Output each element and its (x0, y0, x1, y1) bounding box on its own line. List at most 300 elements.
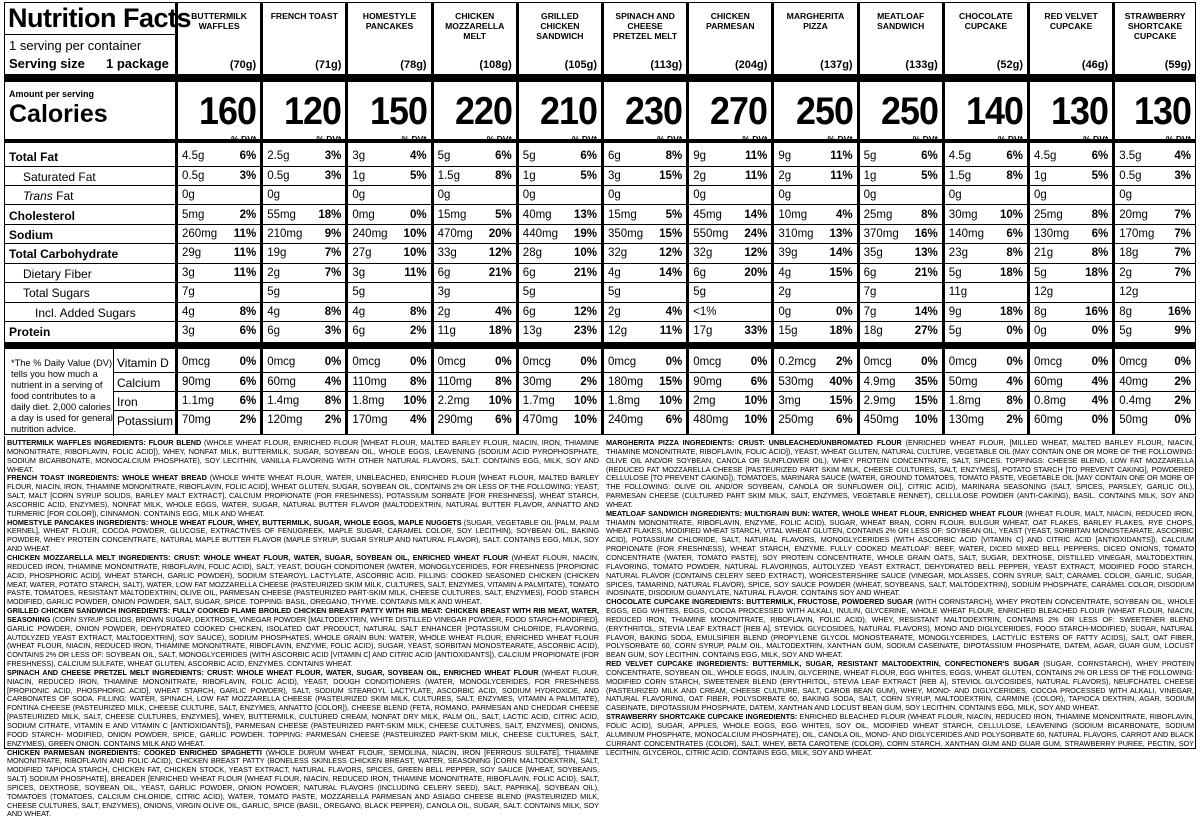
nutrient-dv: 15% (659, 228, 683, 240)
nutrient-amount: 1.1mg (182, 395, 214, 407)
rule-thick-serving (348, 74, 430, 82)
nutrient-amount: 6g (522, 267, 536, 279)
nutrient-amount: 0.4mg (1119, 395, 1152, 407)
nutrient-amount: 3g (608, 170, 621, 182)
rule-row (689, 302, 771, 303)
dietary-fiber-label: Dietary Fiber (23, 267, 92, 281)
nutrient-dv: 18% (999, 267, 1023, 279)
calories-value: 140 (965, 90, 1023, 133)
nutrient-amount: 23g (948, 247, 968, 259)
rule-row (434, 282, 516, 283)
rule-row (860, 391, 942, 392)
product-name: GRILLED CHICKEN SANDWICH (536, 11, 584, 41)
nutrient-dv: 33% (744, 325, 768, 337)
nutrient-amount: 10mg (778, 209, 808, 221)
nutrient-dv: 4% (324, 376, 342, 388)
rule-row (1030, 185, 1112, 186)
rule-row (945, 204, 1027, 205)
nutrient-dv: 6% (580, 150, 597, 162)
footnote: *The % Daily Value (DV) tells you how much a nutrient in a serving of food contributes to a daily diet. 2,000 calories a day is used for general nutrition advice. (11, 358, 113, 434)
nutrient-amount: 39g (778, 247, 798, 259)
rule-row (689, 166, 771, 167)
nutrient-dv: 21% (488, 267, 512, 279)
nutrient-amount: 9g (778, 150, 792, 162)
nutrient-dv: 14% (914, 306, 938, 318)
serving-weight: (113g) (650, 59, 683, 71)
iron-label: Iron (117, 395, 138, 409)
nutrient-amount: 5g (948, 267, 962, 279)
nutrient-amount: 1g (522, 170, 536, 182)
rule-row (860, 204, 942, 205)
nutrient-dv: 21% (573, 267, 597, 279)
nutrient-dv: 3% (324, 150, 342, 162)
nutrient-dv: 8% (239, 306, 257, 318)
ingredient-text: (ENRICHED WHEAT FLOUR, [MILLED WHEAT, MALTED BARLEY FLOUR, NIACIN, THIAMINE MONONITRATE, RIBOFLAVIN, FOLIC ACID]), YEAST, WHEAT GLUTEN, NATURAL CULTURE, VEGETABLE OIL (MAY CONTAIN ONE OR MORE OF THE FOLLOWING: OLIVE OIL AND/OR SOYBEAN, CANOLA OR SUNFLOWER OIL), WHEY PROTEIN CONCENTRATE, SALT, SPICES. TOPPINGS: CHEESE BLEND, LOW FAT MOZZARELLA (REDUCED FAT MOZZARELLA CHEESE [PASTEURIZED PART SKIM MILK, CHEESE CULTURES, SALT, ENZYMES], POTATO STARCH [TO PREVENT CAKING], POWDERED CELLULOSE [TO PREVENT CAKING]), TOMATOES, MARINARA SAUCE (WATER, GROUND TOMATOES, TOMATO PASTE, VEGETABLE OIL [MAY CONTAIN ONE OR MORE OF THE FOLLOWING: OLIVE OIL AND/OR SOYBEAN, CANOLA OR SUNFLOWER OIL], CITRIC ACID), MARINARA SEASONING (SALT, SPICES, PARSLEY, GARLIC OIL), PARMESAN CHEESE (CULTURED PART SKIM MILK, SALT, ENZYMES, VEGETABLE RENNET), CELLULOSE POWDER (ANTI-CAKING), BASIL. CONTAINS MILK, SOY AND WHEAT. (606, 438, 1194, 509)
nutrient-dv: 12% (744, 247, 768, 259)
nutrient-dv: 23% (573, 325, 597, 337)
rule-row (519, 410, 601, 411)
nutrient-dv: 35% (914, 376, 938, 388)
ingredient-text: (WHEAT FLOUR, MALT, NIACIN, REDUCED IRON, THIAMIN MONONITRATE, RIBOFLAVIN, ENZYME, FOLIC ACID), SUGAR, WHEAT BRAN, CORN FLOUR, BULGUR WHEAT, OAT FLAKES, BARLEY FLAKES, RYE CHOPS, WHEAT FLAKES, MODIFIED WHEAT STARCH, VITAL WHEAT GLUTEN, CONTAINS 2% OR LESS OF: SOYBEAN OIL, YEAST (YEAST, SORBITAN MONOSTEARATE, ASCORBIC ACID), POTASSIUM CHLORIDE, SALT, NATURAL FLAVORS, MONOGLYCERIDES (WITH ASCORBIC ACID [VITAMIN C] AND CITRIC ACID [ANTIOXIDANTS]), CALCIUM PROPIONATE (FOR FRESHNESS), WHEAT STARCH, ENZYME. FULLY COOKED MEATLOAF: BEEF, WATER, DICED MIXED BELL PEPPERS, DICED ONIONS, TOMATO CONCENTRATE (WATER, TOMATO PASTE), SOY PROTEIN CONCENTRATE, WHOLE GRAIN OATS, SALT, SUGAR, DEXTROSE, DISTILLED VINEGAR, MALTODEXTRIN, FLAVORING, TOMATO POWDER, NATURAL FLAVORINGS, AUTOLYZED YEAST EXTRACT, DEHYDRATED BELL PEPPER, YEAST EXTRACT, MODIFIED FOOD STARCH, NATURAL FLAVOR (CONTAINS CELERY SEED EXTRACT), WORCESTERSHIRE SAUCE (VINEGAR, MOLASSES, CORN SYRUP, SALT, CARAMEL COLOR, GARLIC, SUGAR, SPICES, TAMARIND, NATURAL FLAVOR), SPICE, SOY SAUCE POWDER (WHEAT, SOYBEANS, SALT, MALTODEXTRIN), SODIUM PHOSPHATE, CARAMEL COLOR, DISODIUM INOSINATE, DISODIUM GUANYLATE, NATURAL FLAVOR. CONTAINS SOY AND WHEAT. (606, 508, 1194, 598)
nutrient-dv: 11% (830, 170, 853, 182)
nutrient-amount: 0g (352, 189, 366, 201)
nutrient-amount: 110mg (437, 376, 472, 388)
nutrient-dv: 3% (324, 325, 342, 337)
rule-row (1115, 224, 1195, 225)
nutrient-amount: 0g (1034, 325, 1047, 337)
nutrient-amount: 4g (608, 267, 621, 279)
nutrient-amount: 0g (778, 306, 792, 318)
rule-row (1030, 243, 1112, 244)
rule-row (860, 224, 942, 225)
ingredient-paragraph (606, 713, 1194, 757)
rule-row (1030, 204, 1112, 205)
ingredient-text: (WHOLE DURUM WHEAT FLOUR, SEMOLINA, NIACIN, IRON [FERROUS SULFATE], THIAMINE MONONITRATE, RIBOFLAVIN AND FOLIC ACID), CHICKEN BREAST PATTY (BONELESS SKINLESS CHICKEN BREAST, WATER, SEASONING [CORN MALTODEXTRIN, SALT, MODIFIED TAPIOCA STARCH, CHICKEN FAT, CHICKEN STOCK, YEAST EXTRACT, NATURAL FLAVORS, SPICES, GREEN BELL PEPPER, SOY SAUCE {WHEAT, SOYBEANS, SALT} SODIUM PHOSPHATE], BREADER [ENRICHED WHEAT FLOUR {WHEAT FLOUR, NIACIN, REDUCED IRON, THIAMINE MONONITRATE, RIBOFLAVIN, FOLIC ACID}, SALT, SPICES, DEXTROSE, SOYBEAN OIL, YEAST, GARLIC POWDER, ONION POWDER, NATURAL FLAVORS (INCLUDING CELERY SEED), SALT, PAPRIKA], SOYBEAN OIL), TOMATOES (TOMATOES, CALCIUM CHLORIDE, CITRIC ACID), WATER, TOMATO PASTE, MOZZARELLA PARMESAN AND ASIAGO CHEESE BLEND (PASTEURIZED MILK, CHEESE CULTURES, SALT, ENZYMES), ONIONS, VIRGIN OLIVE OIL, GARLIC, SPICE (BASIL, OREGANO, BLACK PEPPER), CANOLA OIL, SUGAR, SALT. CONTAINS MILK, SOY AND WHEAT. (7, 747, 599, 819)
nutrient-amount: 4.5g (1034, 150, 1057, 162)
ingredient-paragraph (7, 749, 599, 819)
nutrient-amount: 6g (352, 325, 366, 337)
nutrient-amount: 3g (437, 286, 451, 298)
calories-label: Calories (9, 100, 108, 128)
nutrient-dv: 13% (829, 228, 853, 240)
calories-value: 120 (284, 90, 342, 133)
rule-row (1115, 302, 1195, 303)
rule-title (5, 34, 175, 35)
nutrient-amount: 2g (778, 170, 792, 182)
nutrient-amount: 350mg (608, 228, 644, 240)
trans-fat-label (23, 189, 73, 203)
potassium-label: Potassium (117, 414, 174, 428)
rule-row (434, 185, 516, 186)
rule-row (263, 204, 345, 205)
nutrient-dv: 4% (1174, 150, 1191, 162)
rule-thick-serving (263, 74, 345, 82)
nutrient-amount: 0.5g (1119, 170, 1142, 182)
nutrient-amount: 5g (863, 150, 877, 162)
rule-row (1030, 224, 1112, 225)
rule-medium-calories (5, 139, 175, 143)
nutrient-dv: 6% (835, 414, 853, 426)
nutrient-amount: 4g (352, 306, 366, 318)
nutrient-dv: 4% (495, 306, 512, 318)
nutrient-amount: 5g (693, 286, 706, 298)
nutrient-amount: 25mg (1034, 209, 1063, 221)
rule-row (519, 263, 601, 264)
nutrient-dv: 14% (829, 247, 853, 259)
rule-row (1115, 263, 1195, 264)
nutrient-amount: 0g (1119, 189, 1132, 201)
nutrient-amount: 3g (352, 267, 366, 279)
rule-row (604, 185, 686, 186)
rule-row (5, 224, 175, 225)
nutrient-amount: 0mcg (1034, 356, 1063, 368)
nutrient-dv: 7% (324, 267, 342, 279)
nutrient-dv: 8% (409, 306, 427, 318)
rule-row (348, 243, 430, 244)
protein-label: Protein (9, 325, 51, 339)
calories-value: 210 (539, 90, 597, 133)
serving-weight: (46g) (1081, 59, 1109, 71)
rule-row (860, 410, 942, 411)
nutrient-amount: 29g (182, 247, 202, 259)
nutrient-dv: 12% (659, 247, 683, 259)
rule-row (689, 263, 771, 264)
ingredient-text: ENRICHED BLEACHED FLOUR (WHEAT FLOUR, NIACIN, REDUCED IRON, THIAMINE MONONITRATE, RIBOFLAVIN, FOLIC ACID), SUGAR, APPLES, WHOLE EGGS, EGG WHITES, SOY OIL, MODIFIED WHEAT STARCH, CELLULOSE, LEAVENING (SODIUM BICARBONATE, SODIUM ALUMINUM PHOSPHATE, MONOCALCIUM PHOSPHATE), OIL, CANOLA OIL, MONO- AND DIGLYCERIDES AND POLYSORBATE 60, NATURAL FLAVORS, CARROT AND BLACK CURRANT CONCENTRATES (COLOR), SALT, WHEY, BETA CAROTENE (COLOR), CORN STARCH, XANTHAN GUM AND GUAR GUM, STRAWBERRY PUREE, PECTIN, SOY LECITHIN, GLYCEROL, CITRIC ACID. CONTAINS EGG, MILK, SOY AND WHEAT. (606, 712, 1194, 757)
nutrient-amount: 15g (778, 325, 798, 337)
nutrient-amount: 0g (948, 189, 962, 201)
rule-thick-protein (945, 342, 1027, 349)
nutrient-amount: 1.8mg (608, 395, 640, 407)
product-column (1027, 3, 1112, 434)
nutrient-dv: 10% (744, 395, 768, 407)
nutrient-dv: 0% (835, 306, 853, 318)
ingredients-column-left (7, 438, 600, 819)
nutrient-dv: 5% (921, 170, 938, 182)
rule-row (519, 302, 601, 303)
nutrient-amount: 0mcg (437, 356, 466, 368)
nutrient-amount: 0mcg (608, 356, 637, 368)
nutrient-dv: 0% (921, 356, 938, 368)
nutrient-amount: 0.5g (267, 170, 290, 182)
dv-header: % DV* (231, 134, 257, 144)
rule-row (1030, 410, 1112, 411)
rule-row (774, 302, 856, 303)
rule-row (604, 391, 686, 392)
rule-row (5, 204, 175, 205)
nutrient-dv: 2% (239, 209, 257, 221)
rule-row (434, 321, 516, 322)
nutrient-dv: 0% (409, 356, 427, 368)
nutrient-dv: 10% (403, 228, 427, 240)
rule-row (348, 410, 430, 411)
nutrient-dv: 15% (914, 395, 938, 407)
rule-row (263, 185, 345, 186)
nutrient-amount: 0mcg (693, 356, 722, 368)
serving-weight: (108g) (479, 59, 512, 71)
nutrient-amount: 4.9mg (863, 376, 896, 388)
rule-row (178, 410, 260, 411)
nutrient-amount: 35g (863, 247, 883, 259)
product-name: MEATLOAF SANDWICH (877, 11, 925, 31)
nutrient-amount: 4.5g (948, 150, 972, 162)
nutrient-dv: 11% (404, 267, 427, 279)
servings-per-container: 1 serving per container (9, 38, 142, 53)
nutrient-dv: 3% (239, 170, 257, 182)
nutrient-amount: 7g (182, 286, 195, 298)
nutrient-amount: 50mg (948, 376, 978, 388)
sodium-label: Sodium (9, 228, 53, 242)
calories-value: 250 (795, 90, 853, 133)
rule-thick-protein (860, 342, 942, 349)
nutrient-amount: 13g (522, 325, 542, 337)
rule-thick-serving (689, 74, 771, 82)
serving-weight: (71g) (315, 59, 342, 71)
rule-row (519, 185, 601, 186)
nutrient-amount: 0g (608, 189, 621, 201)
rule-row (519, 204, 601, 205)
nutrient-amount: 9g (948, 306, 962, 318)
rule-thick-protein (604, 342, 686, 349)
rule-thick-protein (263, 342, 345, 349)
nutrient-dv: 0% (324, 356, 342, 368)
nutrient-amount: 0mg (352, 209, 375, 221)
nutrient-amount: 0.2mcg (778, 356, 817, 368)
rule-row (774, 282, 856, 283)
rule-row (519, 224, 601, 225)
nutrient-amount: 4g (267, 306, 280, 318)
nutrient-amount: 3g (182, 325, 195, 337)
rule-row (348, 224, 430, 225)
rule-row (945, 372, 1027, 373)
nutrient-amount: 470mg (522, 414, 558, 426)
nutrient-dv: 2% (835, 356, 853, 368)
rule-row (1030, 321, 1112, 322)
nutrient-dv: 6% (1091, 228, 1109, 240)
ingredient-text: (SUGAR, VEGETABLE OIL [PALM, PALM KERNEL], WHEAT FLOUR, COCOA POWDER, GLUCOSE, EXTRACTIVES OF FENUGREEK, MAPLE SUGAR, CARAMEL COLOR, SOY LECITHIN), SOYBEAN OIL, BAKING POWDER, WHEY PROTEIN CONCENTRATE, NATURAL MAPLE BUTTER FLAVOR (MAPLE SYRUP, SUGAR SYRUP AND NATURAL FLAVOR), SALT. CONTAINS EGG, MILK, SOY AND WHEAT. (7, 517, 599, 554)
nutrient-amount: 0g (267, 189, 280, 201)
rule-row (1115, 185, 1195, 186)
rule-row (263, 282, 345, 283)
nutrient-dv: 11% (830, 150, 853, 162)
dv-header: % DV* (997, 134, 1023, 144)
ingredient-paragraph (606, 510, 1194, 598)
serving-weight: (78g) (400, 59, 427, 71)
nutrient-dv: 2% (409, 325, 427, 337)
rule-row (945, 391, 1027, 392)
rule-row (263, 166, 345, 167)
ingredient-heading: CHOCOLATE CUPCAKE INGREDIENTS: BUTTERMILK, FRUCTOSE, POWDERED SUGAR (606, 597, 913, 607)
trans-fat-rest: Fat (52, 189, 74, 203)
nutrient-dv: 7% (1174, 247, 1191, 259)
nutrient-dv: 6% (239, 150, 257, 162)
nutrient-dv: 10% (488, 395, 512, 407)
nutrient-amount: 260mg (182, 228, 218, 240)
nutrient-dv: 15% (829, 395, 853, 407)
nutrient-amount: 5g (522, 150, 536, 162)
nutrient-dv: 4% (665, 306, 683, 318)
nutrient-dv: 10% (914, 414, 938, 426)
nutrient-dv: 18% (829, 325, 853, 337)
rule-row (945, 410, 1027, 411)
nutrient-dv: 0% (409, 209, 427, 221)
nutrient-amount: 2g (778, 286, 792, 298)
nutrient-dv: 7% (1174, 228, 1191, 240)
nutrient-amount: 3.5g (1119, 150, 1142, 162)
rule-row (519, 166, 601, 167)
rule-row (604, 410, 686, 411)
rule-row (434, 204, 516, 205)
nutrient-dv: 5% (1091, 170, 1109, 182)
nutrient-dv: 6% (1006, 150, 1023, 162)
ingredient-text: (WHOLE WHEAT FLOUR, ENRICHED FLOUR [WHEAT FLOUR, MALTED BARLEY FLOUR, NIACIN, IRON, THIAMINE MONONITRATE, RIBOFLAVIN, FOLIC ACID]), WHEY, NONFAT MILK, BUTTERMILK, SUGAR, SOYBEAN OIL, WHOLE EGGS, LEAVENING (SODIUM ACID PYROPHOSPHATE, SODIUM BICARBONATE, MONOCALCIUM PHOSPHATE), SOY LECITHIN, VANILLA FLAVORING WITH OTHER NATURAL FLAVORS, SALT. CONTAINS EGG, MILK, SOY AND WHEAT. (7, 438, 599, 474)
nutrient-dv: 5% (495, 209, 512, 221)
product-name: SPINACH AND CHEESE PRETZEL MELT (613, 11, 678, 41)
product-column (516, 3, 601, 434)
nutrient-dv: 6% (239, 395, 257, 407)
nutrient-amount: 0mcg (863, 356, 892, 368)
nutrient-amount: 120mg (267, 414, 303, 426)
rule-row (263, 410, 345, 411)
ingredient-text: (CORN SYRUP SOLIDS, BROWN SUGAR, DEXTROSE, VINEGAR POWDER [MALTODEXTRIN, WHITE DISTILLED VINEGAR POWDER, FOOD STARCH-MODIFIED], GARLIC POWDER, ONION POWDER, DEHYDRATED COOKED CHICKEN, ISOLATED OAT PRODUCT, NATURAL SALT ENHANCER [POTASSIUM CHLORIDE, FLAVORING, AUTOLYZED YEAST EXTRACT, MALTODEXTRIN], SOY SAUCE), SODIUM PHOSPHATES. WHOLE GRAIN BUN: WATER, WHOLE WHEAT FLOUR, ENRICHED WHEAT FLOUR (WHEAT FLOUR, NIACIN, REDUCED IRON, THIAMINE MONONITRATE, RIBOFLAVIN, ENZYME, FOLIC ACID), SUGAR, YEAST, SORBITAN MONOSTEARATE, ASCORBIC ACID), CONTAINS 2% OR LESS OF: SOYBEAN OIL, SALT, MONOGLYCERIDES (WITH ASCORBIC ACID [VITAMIN C] AND CITRIC ACID [ANTIOXIDANTS]), CALCIUM PROPIONATE (FOR FRESHNESS), CALCIUM SULFATE, WHEAT GLUTEN, ASCORBIC ACID, ENZYMES. CONTAINS WHEAT. (7, 614, 599, 669)
nutrient-amount: 470mg (437, 228, 473, 240)
ingredient-heading: BUTTERMILK WAFFLES INGREDIENTS: FLOUR BLEND (7, 438, 202, 447)
nutrient-dv: 6% (665, 414, 683, 426)
rule-row (519, 391, 601, 392)
rule-row (178, 185, 260, 186)
nutrient-amount: 7g (863, 306, 877, 318)
nutrient-dv: 2% (1174, 395, 1191, 407)
nutrient-amount: 0mcg (522, 356, 551, 368)
nutrient-dv: 6% (239, 325, 257, 337)
rule-row (604, 263, 686, 264)
nutrient-amount: 5g (267, 286, 280, 298)
rule-row (1030, 372, 1112, 373)
nutrient-amount: 5g (608, 286, 621, 298)
nutrient-amount: 180mg (608, 376, 644, 388)
nutrient-dv: 10% (744, 414, 768, 426)
nutrient-amount: 25mg (863, 209, 893, 221)
nutrient-amount: 60mg (1034, 414, 1063, 426)
rule-row (348, 321, 430, 322)
nutrient-amount: <1% (693, 306, 717, 318)
nutrient-amount: 130mg (1034, 228, 1070, 240)
nutrient-amount: 5g (948, 325, 962, 337)
nutrient-dv: 5% (409, 170, 427, 182)
nutrient-dv: 13% (914, 247, 938, 259)
rule-thick-protein (519, 342, 601, 349)
rule-row (774, 372, 856, 373)
nutrient-amount: 8g (1119, 306, 1132, 318)
ingredient-text: (SUGAR, CORNSTARCH), WHEY PROTEIN CONCENTRATE, SOYBEAN OIL, WHOLE EGGS, INULIN, GLYCERINE, WHEAT FLOUR, EGG WHITES, EGGS, WHEAT GLUTEN, CONTAINS 2% OR LESS OF THE FOLLOWING: MODIFIED CORN STARCH, SWEETENER BLEND (ERYTHRITOL, STEVIA LEAF EXTRACT [REB A], STEVIOL GLYCOSIDES, NATURAL FLAVORS), NEUFCHATEL CHEESE (PASTEURIZED MILK AND CREAM, CHEESE CULTURE, SALT, CAROB BEAN GUM), WHEY, MONO- AND DIGLYCERIDES, COCOA PROCESSED WITH ALKALI, VINEGAR, NATURAL FLAVORING, OAT FIBER, POLYSORBATE 60, BAKING SODA, SALT, CORN SYRUP, MALTODEXTRIN, CARMINE (COLOR), TAPIOCA DEXTRIN, AGAR, SODIUM CASEINATE, DIPOTASSIUM PHOSPHATE, DATEM, XANTHAN AND LOCUST BEAN GUM, SOY LECITHIN. CONTAINS EGG, MILK, SOY AND WHEAT. (606, 659, 1194, 713)
serving-weight: (204g) (734, 59, 768, 71)
rule-row (945, 282, 1027, 283)
nutrient-amount: 4.5g (182, 150, 205, 162)
rule-row (945, 166, 1027, 167)
nutrient-dv: 19% (573, 228, 597, 240)
nutrient-dv: 6% (495, 150, 512, 162)
nutrient-dv: 27% (914, 325, 938, 337)
nutrient-amount: 3g (352, 150, 366, 162)
product-name: BUTTERMILK WAFFLES (191, 11, 248, 31)
dv-header: % DV* (912, 134, 938, 144)
rule-row (434, 410, 516, 411)
rule-row (604, 302, 686, 303)
footnote-divider (113, 349, 114, 436)
nutrient-dv: 15% (659, 376, 683, 388)
ingredient-paragraph (606, 598, 1194, 660)
nutrient-amount: 55mg (267, 209, 296, 221)
ingredient-heading: HOMESTYLE PANCAKES INGREDIENTS: WHOLE WHEAT FLOUR, WHEY, BUTTERMILK, SUGAR, WHOLE EGGS, MAPLE NUGGETS (7, 517, 462, 527)
rule-row (348, 263, 430, 264)
nutrient-dv: 4% (409, 150, 427, 162)
nutrient-amount: 5g (437, 150, 451, 162)
serving-weight: (105g) (564, 59, 597, 71)
ingredient-text: (WHOLE WHITE WHEAT FLOUR, WATER, UNBLEACHED, ENRICHED FLOUR [WHEAT FLOUR, MALTED BARLEY FLOUR, NIACIN, IRON, THIAMINE MONONITRATE, RIBOFLAVIN, FOLIC ACID], WHEAT GLUTEN, SUGAR, SOYBEAN OIL, CONTAINS 2% OR LESS OF THE FOLLOWING: YEAST, SALT, MALT [CORN SYRUP SOLIDS, BARLEY MALT EXTRACT], CALCIUM PROPIONATE (FOR FRESHNESS), POTASSIUM SORBATE [FOR FRESHNESS], WHEAT STARCH, ASCORBIC ACID, ENZYMES), NONFAT MILK, WHOLE EGGS, WATER, SUGAR, NATURAL BUTTER FLAVOR (MALTODEXTRIN, NATURAL BUTTER FLAVOR, ANNATTO AND TURMERIC [FOR COLOR]), CINNAMON. CONTAINS EGG, MILK AND WHEAT. (7, 473, 600, 518)
total-sugars-label: Total Sugars (23, 286, 90, 300)
ingredient-heading: STRAWBERRY SHORTCAKE CUPCAKE INGREDIENTS: (606, 712, 798, 722)
nutrient-dv: 11% (233, 247, 257, 259)
rule-thick-serving (945, 74, 1027, 82)
nutrient-dv: 5% (580, 170, 597, 182)
nutrient-amount: 1g (352, 170, 366, 182)
dv-header: % DV* (316, 134, 342, 144)
dv-header: % DV* (1083, 134, 1109, 144)
nutrient-dv: 8% (1091, 209, 1109, 221)
nutrient-dv: 15% (659, 170, 683, 182)
nutrient-amount: 17g (693, 325, 713, 337)
nutrient-amount: 0.5g (182, 170, 205, 182)
nutrient-dv: 2% (324, 414, 342, 426)
nutrient-dv: 11% (659, 325, 683, 337)
nutrient-amount: 440mg (522, 228, 558, 240)
rule-thick-serving (519, 74, 601, 82)
total-carb-label: Total Carbohydrate (9, 247, 119, 261)
nutrient-dv: 20% (744, 267, 768, 279)
nutrient-dv: 8% (921, 209, 938, 221)
vitamin-d-label: Vitamin D (117, 356, 169, 370)
rule-row (1115, 282, 1195, 283)
calories-value: 130 (1133, 90, 1191, 133)
rule-thick-serving (434, 74, 516, 82)
rule-row (774, 185, 856, 186)
nutrient-amount: 6g (863, 267, 877, 279)
nutrient-amount: 32g (693, 247, 713, 259)
nutrient-amount: 0mcg (267, 356, 296, 368)
nutrient-amount: 11g (948, 286, 968, 298)
rule-row (434, 372, 516, 373)
nutrient-dv: 0% (1091, 356, 1109, 368)
rule-thick-protein (1115, 342, 1195, 349)
nutrient-amount: 140mg (948, 228, 984, 240)
nutrient-dv: 2% (580, 376, 597, 388)
nutrient-dv: 8% (1006, 395, 1023, 407)
rule-thick-serving (1115, 74, 1195, 82)
nutrient-amount: 4g (778, 267, 792, 279)
product-column (857, 3, 942, 434)
nutrient-amount: 250mg (778, 414, 814, 426)
trans-fat-italic: Trans (23, 189, 53, 203)
ingredient-paragraph (7, 519, 599, 554)
nutrient-amount: 40mg (522, 209, 552, 221)
rule-row (178, 263, 260, 264)
nutrient-amount: 32g (608, 247, 628, 259)
ingredients-panel (4, 436, 1196, 819)
nutrient-amount: 1g (1034, 170, 1047, 182)
nutrient-dv: 3% (1174, 170, 1191, 182)
nutrient-amount: 12g (1119, 286, 1139, 298)
nutrient-amount: 30mg (948, 209, 978, 221)
dv-header: % DV* (657, 134, 683, 144)
